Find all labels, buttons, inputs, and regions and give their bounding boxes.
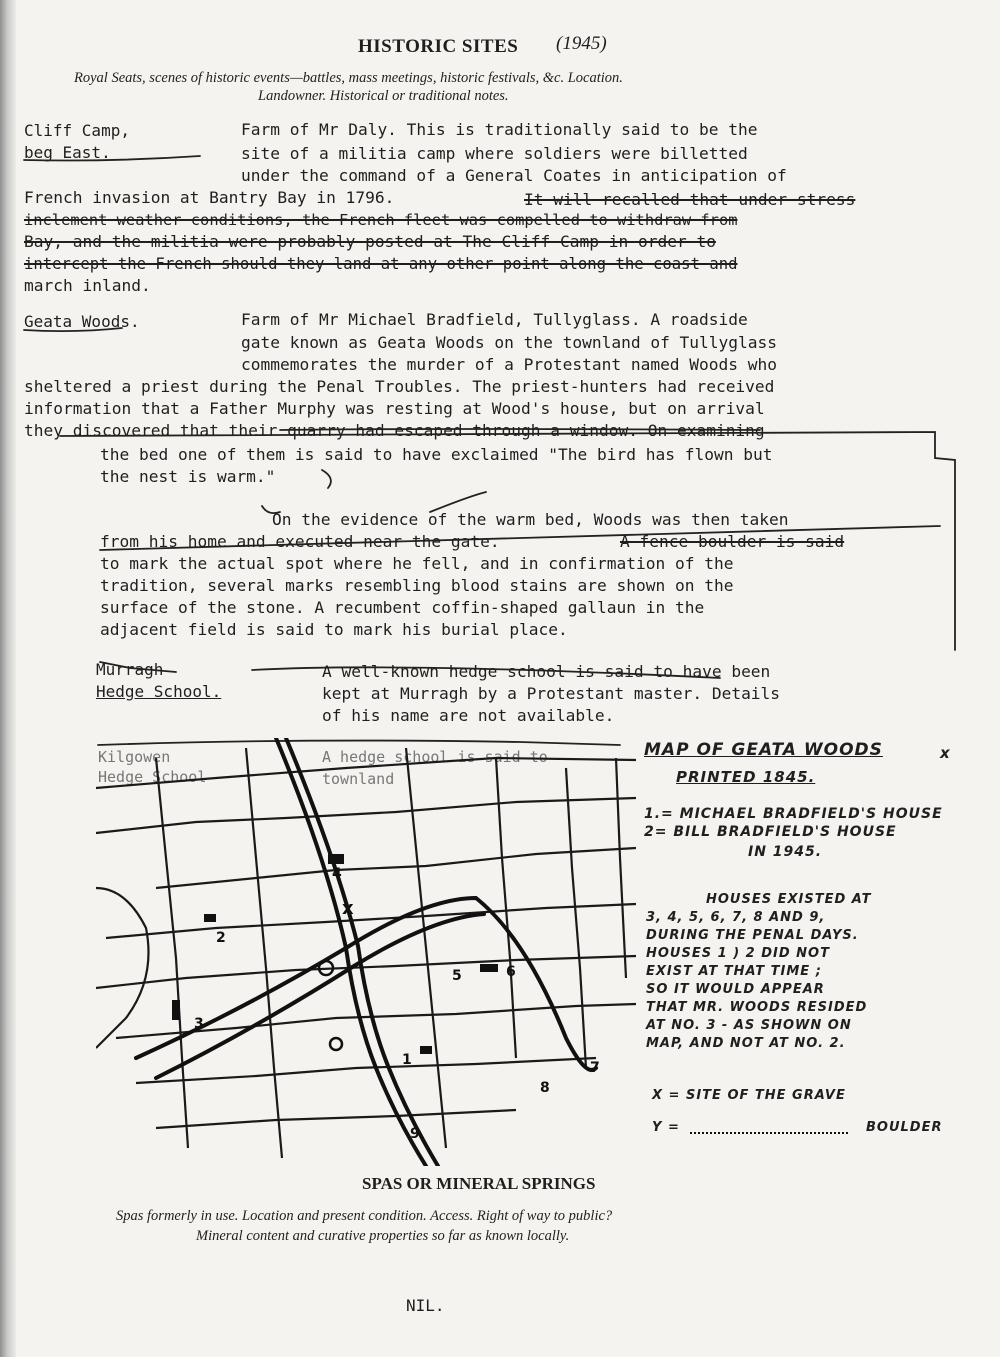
house-label: 6	[506, 964, 516, 980]
map-note-line: HOUSES 1 ) 2 DID NOT	[646, 946, 830, 961]
house-1-marker	[420, 1046, 432, 1054]
entry-text-line: the nest is warm."	[100, 467, 276, 486]
map-note-line: EXIST AT THAT TIME ;	[646, 964, 822, 979]
entry-text-line: Farm of Mr Michael Bradfield, Tullyglass. A roadside	[241, 310, 748, 329]
site-name: Cliff Camp,	[24, 121, 130, 140]
entry-text-line: of his name are not available.	[322, 706, 615, 725]
entry-text-line: A hedge school is said to	[322, 748, 548, 766]
site-name: Murragh	[96, 660, 164, 679]
site-name: Geata Woods.	[24, 312, 140, 331]
map-title: MAP OF GEATA WOODS	[644, 740, 883, 760]
map-note-line: THAT MR. WOODS RESIDED	[646, 1000, 868, 1015]
underline-stroke	[100, 662, 176, 672]
field-boundary	[96, 888, 149, 1048]
underline-stroke	[252, 667, 720, 678]
underline-stroke	[24, 328, 122, 331]
map-printed-date: PRINTED 1845.	[676, 768, 816, 786]
map-key-house-1: 1.= MICHAEL BRADFIELD'S HOUSE	[644, 806, 943, 822]
house-label: 9	[410, 1126, 420, 1142]
map-note-line: SO IT WOULD APPEAR	[646, 982, 825, 997]
entry-text-line: to mark the actual spot where he fell, and in confirmation of the	[100, 554, 734, 573]
struck-text-line: intercept the French should they land at any other point along the coast and	[24, 255, 738, 273]
field-boundary	[96, 758, 636, 788]
entry-text-line: from his home and executed near the gate.	[100, 532, 500, 551]
map-note-line: MAP, AND NOT AT NO. 2.	[646, 1036, 846, 1051]
map-drawing	[96, 738, 636, 1166]
entry-text-line: Farm of Mr Daly. This is traditionally said to be the	[241, 120, 758, 139]
spot-marker	[330, 1038, 342, 1050]
entry-text-line: sheltered a priest during the Penal Troubles. The priest-hunters had received	[24, 377, 775, 396]
house-3-marker	[172, 1000, 180, 1020]
map-note-line: AT NO. 3 - AS SHOWN ON	[646, 1018, 852, 1033]
entry-text-line: information that a Father Murphy was resting at Wood's house, but on arrival	[24, 399, 765, 418]
handwritten-year-note: (1945)	[556, 33, 607, 54]
entry-text-line: site of a militia camp where soldiers were billetted	[241, 144, 748, 163]
map-key-dotted-leader	[690, 1132, 848, 1134]
underline-stroke	[280, 429, 760, 430]
underline-stroke	[100, 526, 940, 550]
map-title-mark: x	[940, 744, 951, 762]
insertion-mark	[430, 492, 486, 512]
entry-text-line: under the command of a General Coates in anticipation of	[241, 166, 787, 185]
field-boundary	[566, 768, 586, 1068]
insertion-mark	[262, 506, 280, 513]
house-label: 4	[332, 866, 342, 882]
underline-stroke	[24, 156, 200, 161]
map-key-house-2: 2= BILL BRADFIELD'S HOUSE	[644, 824, 897, 840]
section-headings-line2: Mineral content and curative properties so far as known locally.	[196, 1228, 570, 1244]
entry-text-line: gate known as Geata Woods on the townland of Tullyglass	[241, 333, 778, 352]
house-label: 3	[194, 1016, 204, 1032]
entry-text-line: march inland.	[24, 276, 151, 295]
column-headings-line2: Landowner. Historical or traditional notes.	[258, 88, 509, 104]
house-label: 7	[590, 1060, 600, 1076]
entry-text-line: surface of the stone. A recumbent coffin-shaped gallaun in the	[100, 598, 705, 617]
field-boundary	[616, 758, 626, 978]
field-boundary	[156, 1110, 516, 1128]
map-note-line: HOUSES EXISTED AT	[706, 892, 872, 907]
bracket-stroke	[60, 432, 955, 650]
site-name-line2: Hedge School.	[96, 682, 222, 701]
entry-text-line: A well-known hedge school is said to have been	[322, 662, 771, 681]
entry-text-line: tradition, several marks resembling blood stains are shown on the	[100, 576, 734, 595]
entry-text-line: adjacent field is said to mark his burial place.	[100, 620, 568, 639]
entry-text-line: On the evidence of the warm bed, Woods was then taken	[272, 510, 789, 529]
section-value-nil: NIL.	[406, 1296, 445, 1315]
entry-text-line: they discovered that their quarry had escaped through a window. On examining	[24, 421, 765, 440]
entry-text-line: commemorates the murder of a Protestant named Woods who	[241, 355, 778, 374]
section-headings-line1: Spas formerly in use. Location and present condition. Access. Right of way to public?	[116, 1208, 613, 1224]
entry-text-line: townland	[322, 770, 395, 788]
page-title: HISTORIC SITES	[358, 36, 519, 57]
map-key-boulder-prefix: Y =	[652, 1120, 680, 1135]
site-name: Kilgowen	[98, 748, 171, 766]
field-boundary	[96, 798, 636, 833]
map-key-grave: X = SITE OF THE GRAVE	[652, 1088, 846, 1103]
map-key-boulder-label: BOULDER	[866, 1120, 943, 1135]
entry-text-line: French invasion at Bantry Bay in 1796.	[24, 188, 395, 207]
field-boundary	[156, 848, 636, 888]
map-note-line: 3, 4, 5, 6, 7, 8 AND 9,	[646, 910, 826, 925]
field-boundary	[246, 748, 282, 1158]
house-4-marker	[328, 854, 344, 864]
map-note-line: DURING THE PENAL DAYS.	[646, 928, 859, 943]
section-title-spas: SPAS OR MINERAL SPRINGS	[362, 1174, 596, 1193]
site-name-line2: Hedge School	[98, 768, 207, 786]
entry-text-line: the bed one of them is said to have exclaimed "The bird has flown but	[100, 445, 773, 464]
house-2-marker	[204, 914, 216, 922]
x-grave-marker: x	[342, 898, 354, 919]
close-quote-mark	[322, 470, 331, 488]
map-key-year: IN 1945.	[748, 844, 823, 860]
column-headings-line1: Royal Seats, scenes of historic events—battles, mass meetings, historic festivals, &c. Location.	[74, 70, 623, 86]
house-5-6-marker	[480, 964, 498, 972]
field-boundary	[156, 758, 188, 1148]
site-townland: beg East.	[24, 143, 111, 162]
road-edge	[286, 738, 438, 1166]
struck-text-line: inclement weather conditions, the French fleet was compelled to withdraw from	[24, 211, 738, 229]
house-label: 2	[216, 930, 226, 946]
house-label: 5	[452, 968, 462, 984]
house-label: 1	[402, 1052, 412, 1068]
struck-text-line: A fence boulder is said	[620, 532, 845, 551]
struck-text-line: It will recalled that under stress	[524, 190, 856, 209]
road-edge	[156, 914, 484, 1078]
house-label: 8	[540, 1080, 550, 1096]
struck-text-line: Bay, and the militia were probably posted at The Cliff Camp in order to	[24, 232, 716, 251]
entry-text-line: kept at Murragh by a Protestant master. Details	[322, 684, 781, 703]
field-boundary	[136, 1058, 596, 1083]
